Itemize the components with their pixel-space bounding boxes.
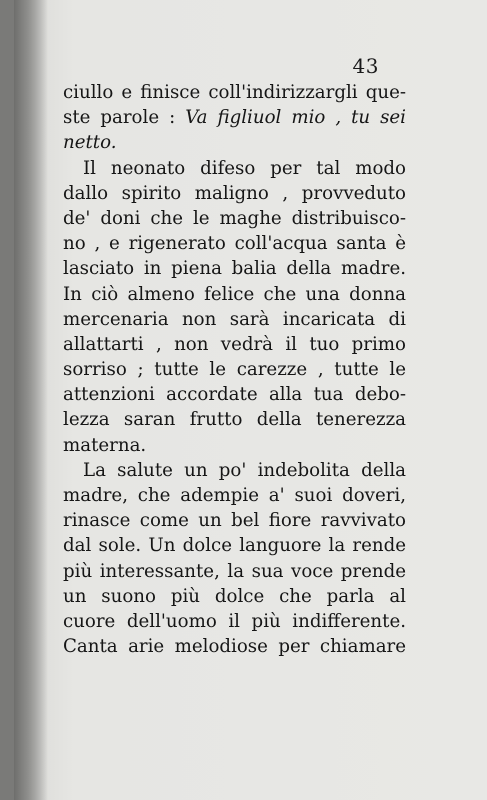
text-line: dallo spirito maligno , provveduto: [63, 182, 406, 204]
text-line-roman: ste parole :: [63, 107, 186, 129]
text-line: attenzioni accordate alla tua debo-: [63, 384, 406, 406]
text-line: In ciò almeno felice che una donna: [63, 283, 406, 305]
paragraph-first-line: Il neonato difeso per tal modo: [83, 157, 406, 179]
text-line: ciullo e finisce coll'indirizzargli que-: [63, 82, 406, 103]
text-line: madre, che adempie a' suoi doveri,: [63, 485, 406, 506]
page-number: 43: [352, 54, 379, 78]
text-line: lezza saran frutto della tenerezza: [63, 409, 406, 431]
text-line: de' doni che le maghe distribuisco-: [63, 207, 406, 229]
book-page: [14, 0, 487, 800]
text-line: Canta arie melodiose per chiamare: [63, 636, 406, 658]
body-text: [63, 80, 406, 659]
text-line: sorriso ; tutte le carezze , tutte le: [63, 359, 406, 381]
text-line: dal sole. Un dolce languore la rende: [63, 535, 406, 557]
text-line: [63, 105, 406, 130]
text-line: no , e rigenerato coll'acqua santa è: [63, 233, 406, 255]
text-line: cuore dell'uomo il più indifferente.: [63, 610, 406, 632]
binding-gutter: [14, 0, 48, 800]
italic-quote: Va figliuol mio , tu sei: [185, 107, 406, 129]
text-line: netto.: [63, 132, 117, 154]
text-line: rinasce come un bel fiore ravvivato: [63, 510, 406, 532]
text-line: lasciato in piena balia della madre.: [63, 258, 406, 280]
text-line: allattarti , non vedrà il tuo primo: [63, 333, 406, 355]
paragraph-first-line: La salute un po' indebolita della: [83, 459, 406, 481]
text-line: materna.: [63, 434, 147, 456]
text-line: più interessante, la sua voce prende: [63, 560, 406, 582]
text-line: un suono più dolce che parla al: [63, 585, 406, 607]
text-line: mercenaria non sarà incaricata di: [63, 308, 406, 330]
